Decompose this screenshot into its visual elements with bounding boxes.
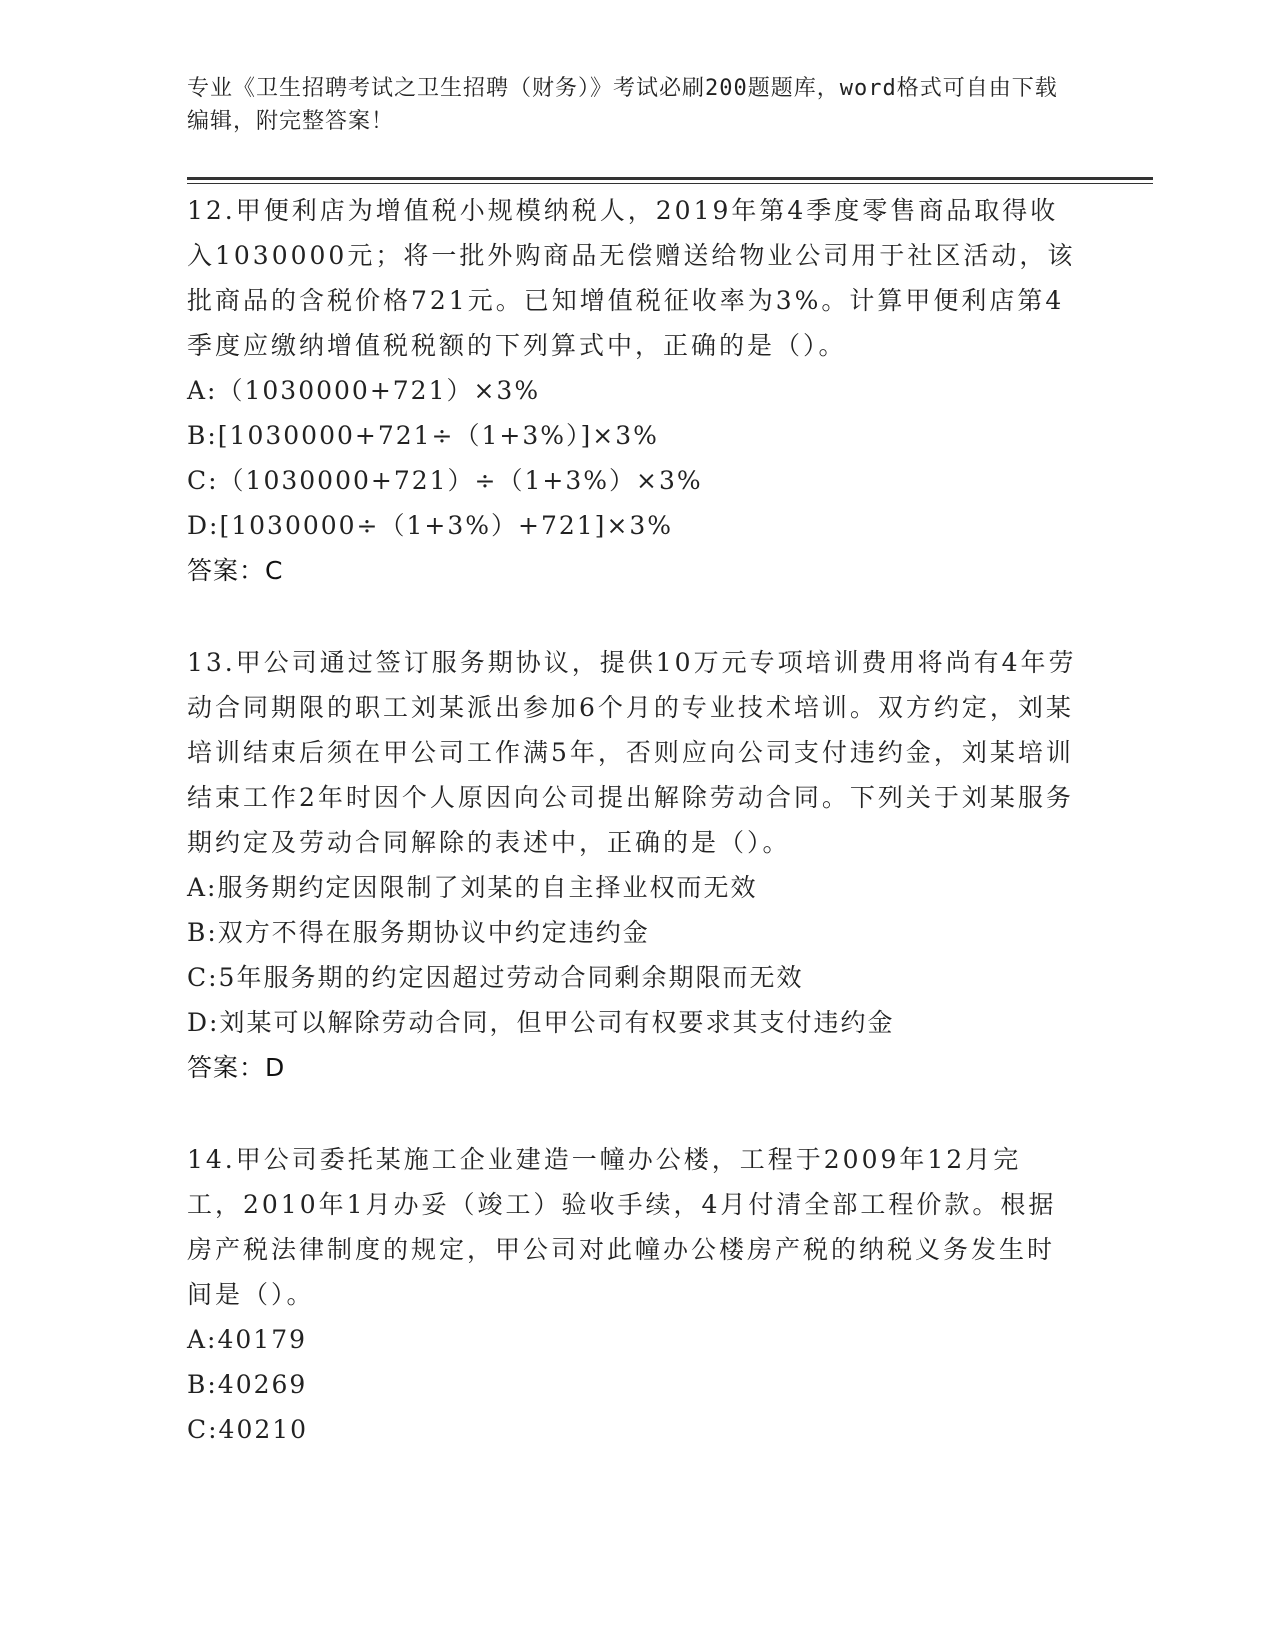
question-12 [187,188,1077,593]
question-14 [187,1137,1077,1452]
option-b: B:40269 [187,1370,308,1399]
question-stem: 13.甲公司通过签订服务期协议，提供10万元专项培训费用将尚有4年劳动合同期限的职工刘某派出参加6个月的专业技术培训。双方约定，刘某培训结束后须在甲公司工作满5年，否则应向公司支付违约金，刘某培训结束工作2年时因个人原因向公司提出解除劳动合同。下列关于刘某服务期约定及劳动合同解除的表述中，正确的是（）。 [187,648,1077,857]
answer: 答案：D [187,1053,286,1082]
page-header: 专业《卫生招聘考试之卫生招聘（财务）》考试必刷200题题库，word格式可自由下载编辑，附完整答案！ [187,76,1058,134]
header-rule-thick [187,177,1153,180]
option-b: B:双方不得在服务期协议中约定违约金 [187,918,650,947]
header-rule-thin [187,183,1153,184]
option-c: C:（1030000+721）÷（1+3%）×3% [187,466,703,495]
option-b: B:[1030000+721÷（1+3%）]×3% [187,421,659,450]
option-c: C:5年服务期的约定因超过劳动合同剩余期限而无效 [187,963,804,992]
question-stem: 12.甲便利店为增值税小规模纳税人，2019年第4季度零售商品取得收入1030000元；将一批外购商品无偿赠送给物业公司用于社区活动，该批商品的含税价格721元。已知增值税征收率为3%。计算甲便利店第4季度应缴纳增值税税额的下列算式中，正确的是（）。 [187,196,1076,360]
question-stem: 14.甲公司委托某施工企业建造一幢办公楼，工程于2009年12月完工，2010年1月办妥（竣工）验收手续，4月付清全部工程价款。根据房产税法律制度的规定，甲公司对此幢办公楼房产税的纳税义务发生时间是（）。 [187,1145,1057,1309]
answer: 答案：C [187,556,284,585]
option-d: D:[1030000÷（1+3%）+721]×3% [187,511,674,540]
question-13 [187,640,1077,1090]
option-a: A:（1030000+721）×3% [187,376,541,405]
option-c: C:40210 [187,1415,309,1444]
option-a: A:服务期约定因限制了刘某的自主择业权而无效 [187,873,758,902]
option-d: D:刘某可以解除劳动合同，但甲公司有权要求其支付违约金 [187,1008,895,1037]
option-a: A:40179 [187,1325,308,1354]
